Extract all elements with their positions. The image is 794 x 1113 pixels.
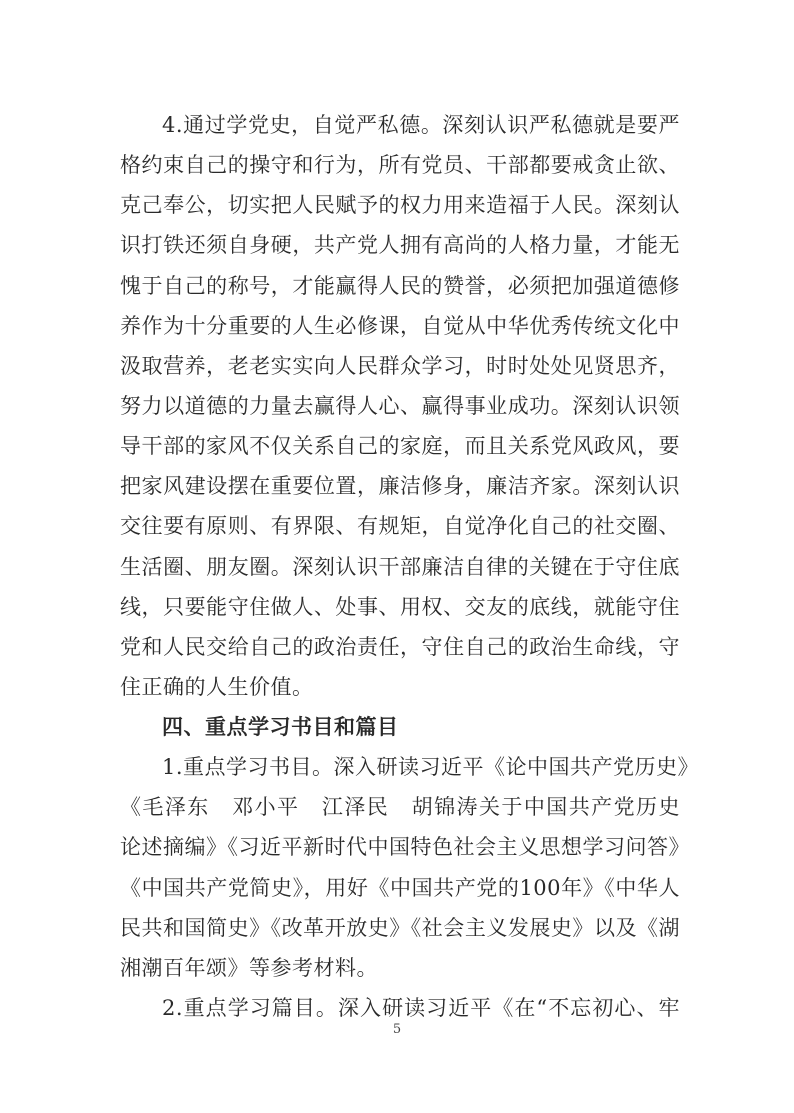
- text-line: 养作为十分重要的人生必修课，自觉从中华优秀传统文化中: [120, 313, 680, 338]
- text-line: 线，只要能守住做人、处事、用权、交友的底线，就能守住: [120, 594, 680, 619]
- text-line: 2.重点学习篇目。深入研读习近平《在“不忘初心、牢: [162, 996, 680, 1020]
- text-line: 住正确的人生价值。: [120, 674, 314, 699]
- text-line: 民共和国简史》《改革开放史》《社会主义发展史》以及《湖: [120, 915, 680, 940]
- text-line: 《毛泽东 邓小平 江泽民 胡锦涛关于中国共产党历史: [120, 795, 680, 820]
- text-line: 4.通过学党史，自觉严私德。深刻认识严私德就是要严: [162, 113, 680, 137]
- text-line: 克己奉公，切实把人民赋予的权力用来造福于人民。深刻认: [120, 193, 680, 218]
- text-line: 格约束自己的操守和行为，所有党员、干部都要戒贪止欲、: [120, 153, 680, 178]
- text-line: 《中国共产党简史》，用好《中国共产党的100年》《中华人: [120, 875, 680, 900]
- section-heading: 四、重点学习书目和篇目: [162, 715, 399, 740]
- text-line: 把家风建设摆在重要位置，廉洁修身，廉洁齐家。深刻认识: [120, 474, 680, 499]
- text-line: 1.重点学习书目。深入研读习近平《论中国共产党历史》: [162, 755, 700, 780]
- text-line: 识打铁还须自身硬，共产党人拥有高尚的人格力量，才能无: [120, 233, 680, 258]
- text-line: 生活圈、朋友圈。深刻认识干部廉洁自律的关键在于守住底: [120, 554, 680, 579]
- text-line: 论述摘编》《习近平新时代中国特色社会主义思想学习问答》: [120, 835, 690, 860]
- text-line: 湘潮百年颂》等参考材料。: [120, 955, 378, 980]
- text-line: 愧于自己的称号，才能赢得人民的赞誉，必须把加强道德修: [120, 273, 680, 298]
- text-line: 导干部的家风不仅关系自己的家庭，而且关系党风政风，要: [120, 434, 680, 459]
- text-line: 交往要有原则、有界限、有规矩，自觉净化自己的社交圈、: [120, 514, 680, 539]
- text-line: 汲取营养，老老实实向人民群众学习，时时处处见贤思齐，: [120, 353, 680, 378]
- text-line: 党和人民交给自己的政治责任，守住自己的政治生命线，守: [120, 634, 680, 659]
- page-number: 5: [392, 1022, 402, 1037]
- text-line: 努力以道德的力量去赢得人心、赢得事业成功。深刻认识领: [120, 393, 680, 418]
